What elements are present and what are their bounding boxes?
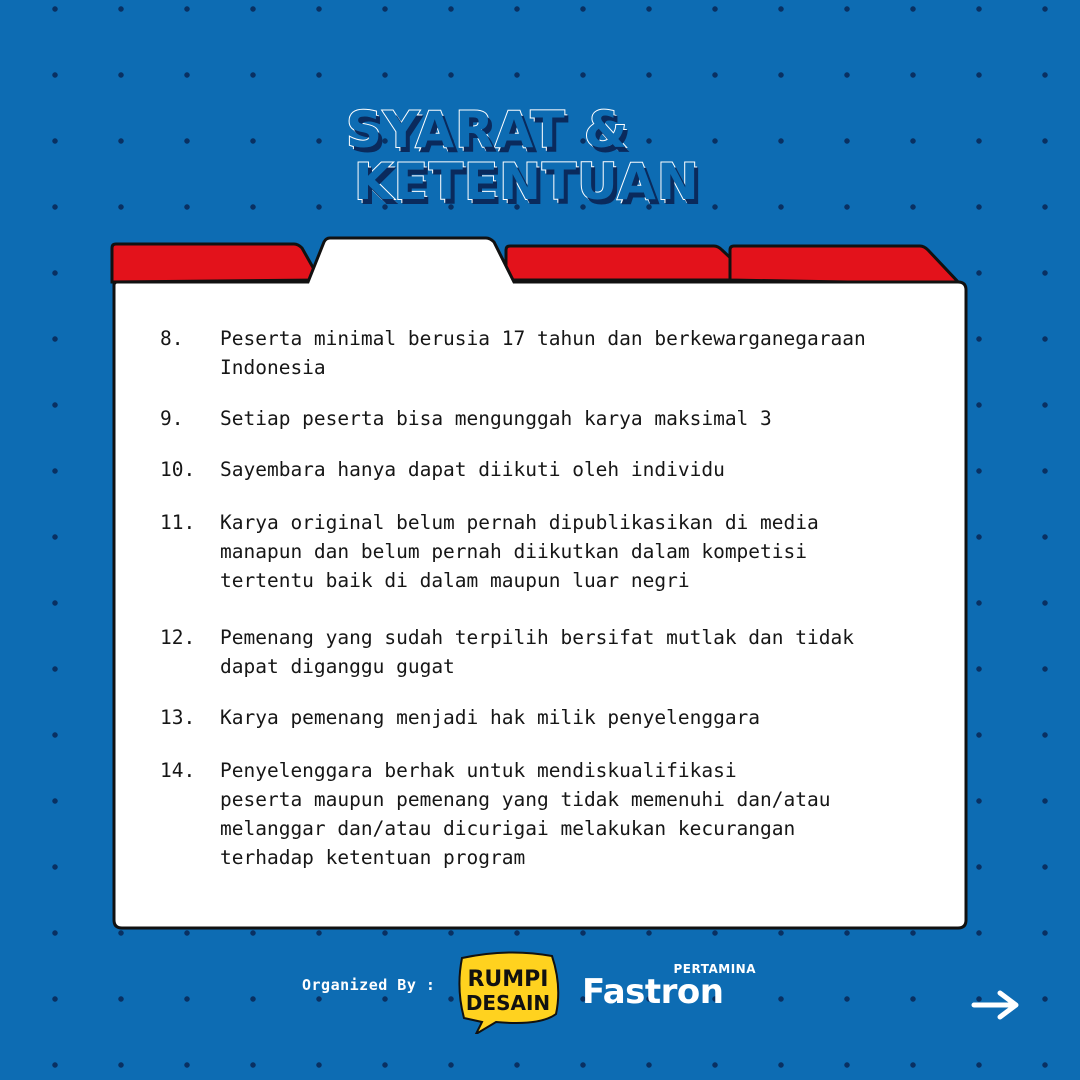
rule-item-12 bbox=[114, 623, 964, 681]
rumpi-desain-logo bbox=[452, 948, 564, 1034]
rule-number: 10. bbox=[160, 458, 196, 481]
rule-text: Karya pemenang menjadi hak milik penyelenggara bbox=[220, 706, 761, 729]
rules-list bbox=[114, 324, 964, 872]
arrow-right-icon[interactable] bbox=[970, 988, 1022, 1022]
fastron-logo-pertamina: PERTAMINA bbox=[673, 962, 756, 976]
rule-number: 12. bbox=[160, 626, 196, 649]
rule-text: Sayembara hanya dapat diikuti oleh individu bbox=[220, 458, 725, 481]
pertamina-fastron-logo bbox=[582, 960, 762, 1016]
folder-tab-left bbox=[112, 244, 320, 282]
organized-by-label: Organized By : bbox=[302, 976, 436, 994]
rule-text: Pemenang yang sudah terpilih bersifat mutlak dan tidak dapat diganggu gugat bbox=[220, 626, 854, 678]
folder-tab-middle bbox=[506, 246, 754, 280]
rule-text: Peserta minimal berusia 17 tahun dan berkewarganegaraan Indonesia bbox=[220, 327, 866, 379]
rule-item-11 bbox=[114, 508, 964, 595]
rule-item-10 bbox=[114, 455, 964, 484]
rule-item-14 bbox=[114, 756, 964, 872]
fastron-logo-wordmark: Fastron bbox=[582, 972, 724, 1012]
rule-number: 8. bbox=[160, 327, 184, 350]
rule-item-8 bbox=[114, 324, 964, 382]
rule-number: 11. bbox=[160, 511, 196, 534]
rule-item-9 bbox=[114, 404, 964, 433]
rule-number: 13. bbox=[160, 706, 196, 729]
rule-text: Karya original belum pernah dipublikasikan di media manapun dan belum pernah diikutkan dalam kompetisi tertentu baik di dalam maupun luar negri bbox=[220, 511, 819, 592]
rumpi-logo-line2: DESAIN bbox=[465, 991, 551, 1015]
rule-text: Setiap peserta bisa mengunggah karya maksimal 3 bbox=[220, 407, 772, 430]
rumpi-logo-line1: RUMPI bbox=[467, 967, 549, 992]
title-line-1: SYARAT & bbox=[346, 101, 629, 159]
rule-number: 9. bbox=[160, 407, 184, 430]
folder-tab-right bbox=[730, 246, 960, 284]
rules-card bbox=[114, 284, 964, 926]
rule-number: 14. bbox=[160, 759, 196, 782]
rule-text: Penyelenggara berhak untuk mendiskualifikasi peserta maupun pemenang yang tidak memenuhi dan/atau melanggar dan/atau dicurigai melakukan kecurangan terhadap ketentuan program bbox=[220, 759, 831, 869]
rule-item-13 bbox=[114, 703, 964, 732]
title-line-2: KETENTUAN bbox=[354, 153, 700, 211]
page-title bbox=[300, 101, 780, 211]
